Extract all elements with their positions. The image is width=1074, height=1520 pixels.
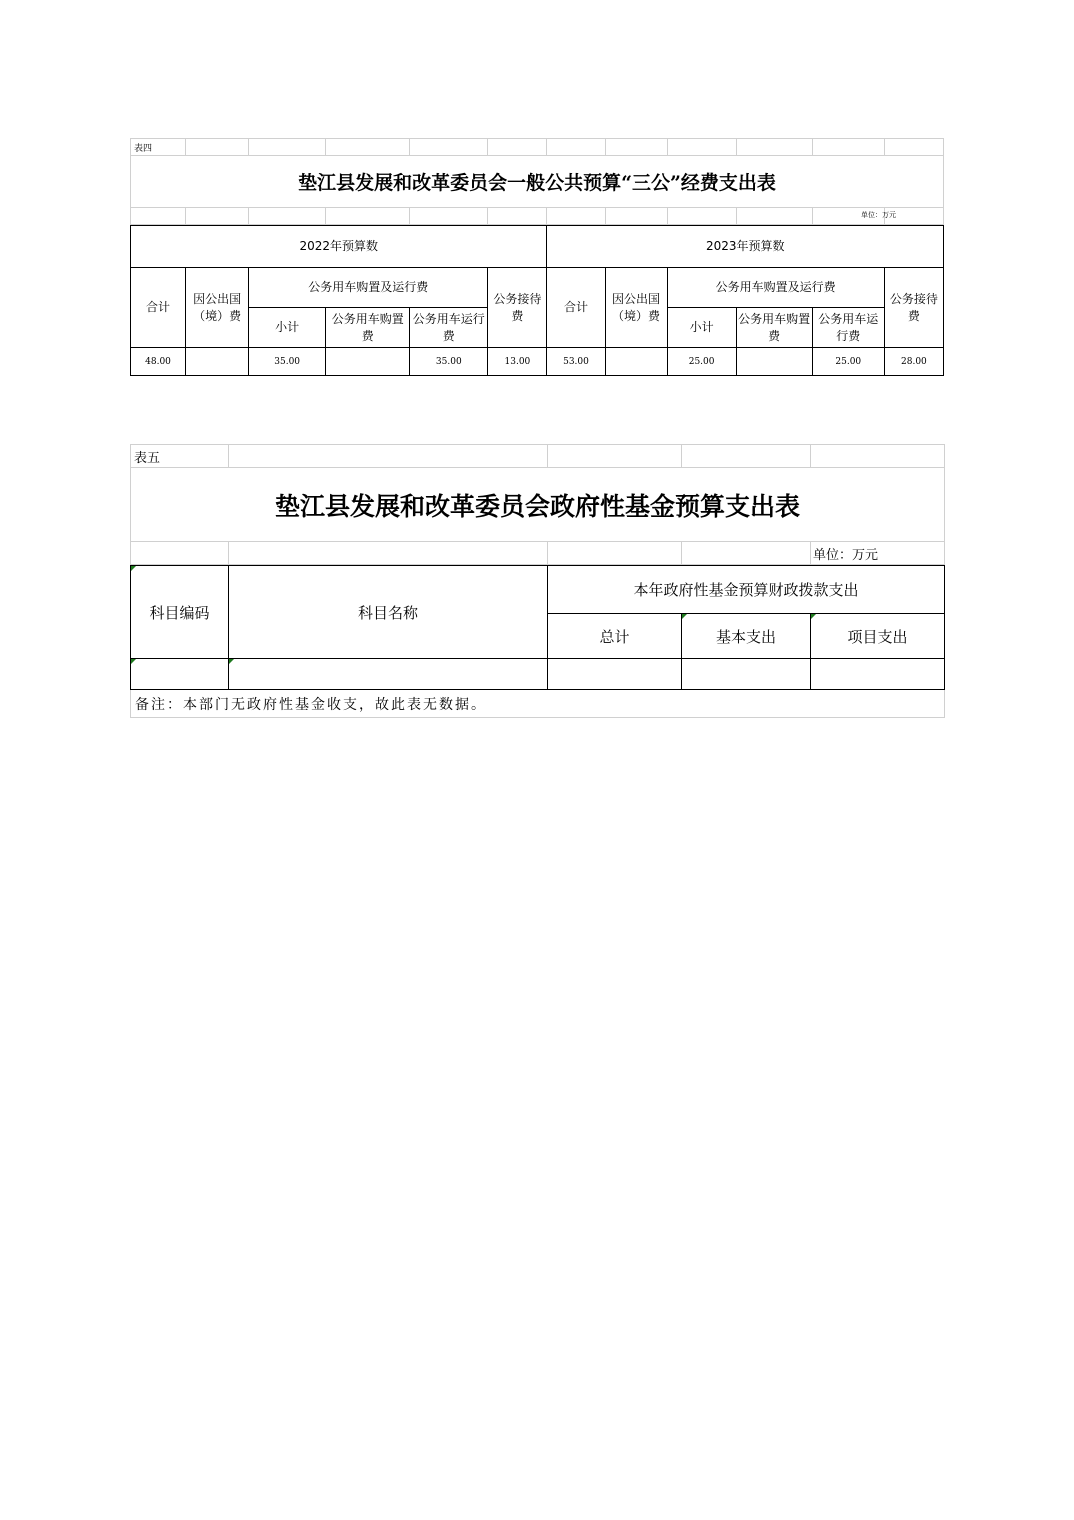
header-reception-2023: 公务接待费 bbox=[884, 268, 943, 348]
table5-body bbox=[130, 565, 945, 718]
cell-abroad-2023 bbox=[605, 348, 667, 376]
cell-abroad-2022 bbox=[186, 348, 249, 376]
cell-total-2023: 53.00 bbox=[547, 348, 605, 376]
cell-purchase-2023 bbox=[736, 348, 812, 376]
header-2022: 2022年预算数 bbox=[131, 226, 547, 268]
header-total-2022: 合计 bbox=[131, 268, 186, 348]
header-operation-2022: 公务用车运行费 bbox=[410, 308, 488, 348]
cell-subtotal-2023: 25.00 bbox=[667, 348, 736, 376]
cell-purchase-2022 bbox=[326, 348, 410, 376]
header-purchase-2023: 公务用车购置费 bbox=[736, 308, 812, 348]
table4-sheet bbox=[130, 138, 944, 376]
header-reception-2022: 公务接待费 bbox=[488, 268, 547, 348]
table5-note: 备注：本部门无政府性基金收支，故此表无数据。 bbox=[131, 690, 945, 718]
cell-operation-2023: 25.00 bbox=[812, 348, 884, 376]
cell-operation-2022: 35.00 bbox=[410, 348, 488, 376]
table4-title: 垫江县发展和改革委员会一般公共预算“三公”经费支出表 bbox=[131, 156, 944, 208]
header-basic: 基本支出 bbox=[682, 614, 811, 659]
table5-top bbox=[130, 444, 945, 565]
header-vehicle-2023: 公务用车购置及运行费 bbox=[667, 268, 884, 308]
header-abroad-2023: 因公出国（境）费 bbox=[605, 268, 667, 348]
header-grand-total: 总计 bbox=[548, 614, 682, 659]
header-vehicle-2022: 公务用车购置及运行费 bbox=[249, 268, 488, 308]
header-code: 科目编码 bbox=[131, 566, 229, 659]
header-abroad-2022: 因公出国（境）费 bbox=[186, 268, 249, 348]
table5-sheet bbox=[130, 444, 944, 718]
table5-title: 垫江县发展和改革委员会政府性基金预算支出表 bbox=[131, 468, 945, 542]
table4 bbox=[130, 138, 944, 225]
cell-total-2022: 48.00 bbox=[131, 348, 186, 376]
header-project: 项目支出 bbox=[811, 614, 945, 659]
header-operation-2023: 公务用车运行费 bbox=[812, 308, 884, 348]
cell-reception-2023: 28.00 bbox=[884, 348, 943, 376]
table5-unit: 单位：万元 bbox=[811, 542, 945, 565]
cell-reception-2022: 13.00 bbox=[488, 348, 547, 376]
table5-label: 表五 bbox=[131, 445, 229, 468]
table-row bbox=[131, 659, 945, 690]
header-total-2023: 合计 bbox=[547, 268, 605, 348]
table4-body bbox=[130, 225, 944, 376]
header-subtotal-2023: 小计 bbox=[667, 308, 736, 348]
header-purchase-2022: 公务用车购置费 bbox=[326, 308, 410, 348]
table-row bbox=[131, 348, 944, 376]
cell-subtotal-2022: 35.00 bbox=[249, 348, 326, 376]
header-subtotal-2022: 小计 bbox=[249, 308, 326, 348]
table4-label: 表四 bbox=[131, 139, 186, 156]
table4-unit: 单位：万元 bbox=[861, 211, 896, 219]
header-2023: 2023年预算数 bbox=[547, 226, 944, 268]
header-fund-group: 本年政府性基金预算财政拨款支出 bbox=[548, 566, 945, 614]
header-name: 科目名称 bbox=[229, 566, 548, 659]
